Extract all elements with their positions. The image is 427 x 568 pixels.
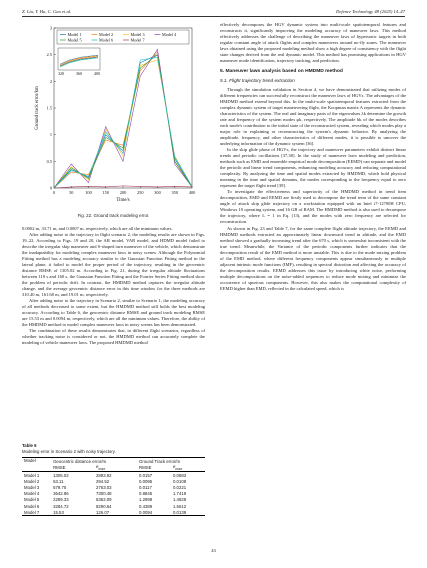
emax-symbol: e — [172, 464, 176, 470]
paragraph: effectively decomposes the HGV dynamic system into multi-scale spatiotemporal features and reconstructs it, significantly improving the modeling accuracy of maneuver laws. This method effectively addresses the challenge of describing the maneuver laws of hypersonic targets in both regular constant angle of attack flights and complex maneuvers around no-fly zones. The maneuver laws obtained using the proposed modeling method show a high degree of consistency with the flight state changes derived from the real dynamic model. This method has promising applications in HGV maneuver mode identification, trajectory tracking, and prediction. — [220, 22, 406, 64]
table-cell: 5362.09 — [96, 497, 112, 503]
paragraph: After adding noise to the trajectory in flight scenario 2, the modeling results are shown in Figs. 19–22. According to Figs. 19 and 20, the AR model, VAR model, and HDMD model failed to describe the irregular skip maneuver and S-shaped turn maneuver of the vehicle, which demonstrate the inadaptability for modeling complex maneuver laws in noisy scenes. Although the Polynomial Fitting method has a modeling accuracy similar to the Gaussian Function Fitting method in the lateral plane, it failed to model the proper period of the trajectory, resulting in the geocentric distance RMSE of 1305.02 m. According to Fig. 21, during the irregular altitude fluctuations between 110 s and 160 s, the Gaussian Function Fitting and the Fourier Series Fitting method show the problem of periodic drift. In contrast, the HMDMD method captures the irregular altitude change, and the average geocentric distance error in this time window for the three methods are 310.40 m, 161.68 m, and 19.01 m, respectively. — [22, 232, 205, 298]
col-rmse: RMSE — [51, 464, 94, 471]
legend-label: Model 2 — [99, 32, 114, 37]
paragraph: In the skip glide phase of HGVs, the trajectory and maneuver parameters exhibit distinct linear trends and periodic oscillations [37,38]. In the study of maneuver laws modeling and prediction, methods such as EMD and ensemble empirical mode decomposition (EEMD) can separate and model the periodic and linear trend components, enhancing modeling accuracy and reducing computational complexity. By analyzing the time and spatial modes extracted by HMDMD, which hold physical meaning in the time and spatial domains, the modes corresponding to the frequency equal to zero represent the target flight trend [39]. — [220, 147, 406, 189]
col-emax-ground — [171, 464, 205, 471]
page-number: 43 — [211, 548, 216, 553]
x-axis-label: Time/s — [116, 198, 130, 203]
y-tick-label: 0.5 — [46, 158, 52, 164]
table-label: Table 6 — [22, 443, 37, 448]
y-axis-label: Ground track error/km — [35, 86, 40, 130]
table-row — [22, 509, 205, 516]
ground-track-error-chart — [30, 22, 200, 208]
legend-label: Model 7 — [130, 37, 145, 43]
table-cell: 0.0094 — [137, 509, 171, 516]
modeling-error-table — [22, 457, 205, 516]
legend-label: Model 1 — [67, 32, 82, 37]
legend-label: Model 6 — [99, 37, 114, 43]
table-cell: 579.75 — [53, 485, 67, 491]
x-tick-label: 100 — [85, 190, 92, 195]
inset-x-tick-label: 360 — [76, 71, 82, 76]
table-cell: Model 2 — [24, 478, 40, 484]
paragraph: As shown in Fig. 23 and Table 7, for the same complete flight altitude trajectory, the EEMD and HMDMD methods extracted an approximately linear downward trend in altitude, and the EMD method showed a gradually increasing trend after the 670 s, which is somewhat inconsistent with the true trend. Meanwhile, the Variance of the periodic components further indicates that the decomposition result of the EMD method is more unstable. This is due to the mode mixing problem of the EMD method, where different frequency components appear simultaneously in multiple adjacent intrinsic mode functions (IMF), resulting in spectral distortion and affecting the accuracy of the decomposition results. EEMD addresses this issue by introducing white noise, performing multiple decompositions on the noise-added sequences to reduce mode mixing and minimize the occurrence of spurious components. However, this also makes the computational complexity of EEMD higher than EMD, reflected in the calculated speed, which is — [220, 225, 406, 291]
figure-caption: Fig. 22. Ground track modeling error. — [77, 213, 150, 218]
table-cell: Model 7 — [22, 509, 51, 516]
running-header-authors: Z. Liu, Y. Hu, C. Gao et al. — [22, 9, 72, 14]
table-cell: 1.7419 — [172, 491, 187, 497]
table-cell: 2289.33 — [53, 497, 69, 503]
inset-x-tick-label: 320 — [58, 71, 64, 76]
col-geocentric: Geocentric distance error/m — [51, 458, 137, 465]
table-cell: Model 5 — [24, 497, 40, 503]
table-cell: 63.11 — [53, 478, 64, 484]
emax-subscript: max — [98, 467, 106, 472]
left-column-text — [22, 226, 205, 346]
subsection-heading: 5.1. Flight trajectory trend extraction — [220, 78, 295, 84]
table-cell: 0.0095 — [139, 478, 153, 484]
table-title: Modeling error in Scenario 2 with noisy trajectory. — [22, 448, 116, 454]
table-row — [22, 472, 205, 479]
table-cell: 3642.86 — [53, 491, 69, 497]
y-tick-label: 2 — [49, 78, 52, 84]
emax-subscript: max — [175, 467, 183, 472]
x-tick-label: 350 — [171, 190, 178, 195]
paragraph: The combination of these results demonstrates that, in different flight scenarios, regardless of whether tracking noise is considered or not, the HMDMD method can accurately complete the modeling of vehicle maneuver laws. The proposed HMDMD method — [22, 328, 205, 346]
x-tick-label: 200 — [119, 190, 127, 195]
legend-label: Model 4 — [162, 32, 177, 37]
x-tick-label: 400 — [188, 190, 196, 195]
table-cell: 294.52 — [96, 478, 110, 484]
paragraph: 0.0002 m, 33.71 m, and 0.0007 m, respectively, which are all the minimum values. — [22, 226, 173, 231]
y-tick-label: 3 — [49, 25, 52, 31]
col-emax — [94, 464, 137, 471]
emax-symbol: e — [96, 464, 99, 470]
legend-label: Model 3 — [130, 32, 145, 37]
table-cell: 2763.03 — [96, 485, 112, 491]
table-cell: Model 6 — [24, 503, 40, 509]
paragraph: To investigate the effectiveness and superiority of the HMDMD method in trend item decomposition, EMD and EEMD are firstly used to decompose the trend term of the same constant angle of attack skip glide trajectory on a workstation equipped with an Intel i7-12700H CPU, Windows 10 operating system, and 16 GB of RAM. The HMDMD method is also used to decompose the trajectory, where L = 1 in Eq. (13), and the modes with zero frequency are selected for reconstruction. — [220, 189, 406, 225]
x-tick-label: 300 — [154, 190, 161, 195]
legend-label: Model 5 — [67, 37, 82, 43]
y-tick-label: 1.5 — [46, 105, 52, 111]
table-cell: 1305.02 — [53, 472, 69, 478]
table-cell: Model 3 — [24, 485, 40, 491]
x-tick-label: 250 — [137, 190, 144, 195]
table-cell: 0.0139 — [171, 509, 205, 516]
header-rule — [22, 16, 405, 17]
table-cell: 0.8845 — [139, 491, 153, 497]
x-tick-label: 0 — [52, 190, 56, 195]
table-caption — [22, 443, 116, 454]
x-tick-label: 50 — [69, 190, 74, 195]
table-cell: Model 1 — [24, 472, 40, 478]
table-cell: Model 4 — [24, 491, 40, 497]
table-cell: 0.0109 — [172, 478, 187, 484]
x-tick-label: 150 — [102, 190, 109, 195]
col-rmse-ground: RMSE — [137, 464, 171, 471]
table-cell: 1.4828 — [172, 497, 187, 503]
y-tick-label: 1 — [49, 132, 52, 138]
table-header-row — [22, 458, 205, 465]
y-tick-label: 0 — [49, 185, 52, 191]
inset-x-tick-label: 400 — [94, 71, 100, 76]
table-cell: 7300.48 — [96, 491, 112, 497]
paragraph: After adding noise to the trajectory in Scenario 2, similar to Scenario 1, the modeling accuracy of all methods decreased to some extent, but the HMDMD method still holds the best modeling accuracy. According to Table 6, the geocentric distance RMSE and ground track modeling RMSE are 15.53 m and 0.0094 m, respectively, which are all the minimum values. Therefore, the ability of the HMDMD method to model complex maneuver laws in noisy scenes has been demonstrated. — [22, 298, 205, 328]
table-cell: 1.5612 — [172, 503, 187, 509]
table-cell: 2893.92 — [96, 472, 112, 478]
table-cell: 0.0117 — [139, 485, 152, 491]
col-model: Model — [22, 458, 51, 472]
table-cell: 0.0221 — [172, 485, 187, 491]
paragraph: Through the simulation validation in Section 4, we have demonstrated that utilizing modes of different frequencies can successfully reconstruct the maneuver laws of HGVs. The advantages of the HMDMD method extend beyond this. In the multi-scale spatiotemporal features extracted from the complex dynamic system of target maneuvering flight, the Koopman matrix A represents the dynamic characteristics of the system. The real and imaginary parts of the eigenvalues λk determine the growth rate and frequency of the system modes φk, respectively. The amplitude bk of the modes describes each mode's contribution to the initial state of the reconstructed system, revealing which modes play a major role in explaining or reconstructing the system's dynamic behavior. By analyzing the amplitude, frequency, and other characteristics of different modes, it is possible to uncover the underlying information of the dynamic system [36]. — [220, 87, 406, 147]
col-ground-track: Ground Track error/m — [137, 458, 205, 465]
right-column-text — [220, 22, 406, 292]
table-cell: 15.53 — [51, 509, 94, 516]
running-header-journal: Defence Technology 48 (2025) 14–47 — [336, 9, 405, 14]
table-cell: 126.07 — [94, 509, 137, 516]
table-cell: 1.2898 — [139, 497, 153, 503]
table-body — [22, 472, 205, 516]
table-cell: 0.0157 — [139, 472, 153, 478]
table-cell: 0.0883 — [172, 472, 187, 478]
table-cell: 8290.64 — [96, 503, 112, 509]
section-heading: 5. Maneuver laws analysis based on HMDMD method — [220, 69, 343, 75]
table-cell: 0.4389 — [139, 503, 153, 509]
table-cell: 3284.72 — [53, 503, 69, 509]
y-tick-label: 2.5 — [46, 52, 52, 58]
